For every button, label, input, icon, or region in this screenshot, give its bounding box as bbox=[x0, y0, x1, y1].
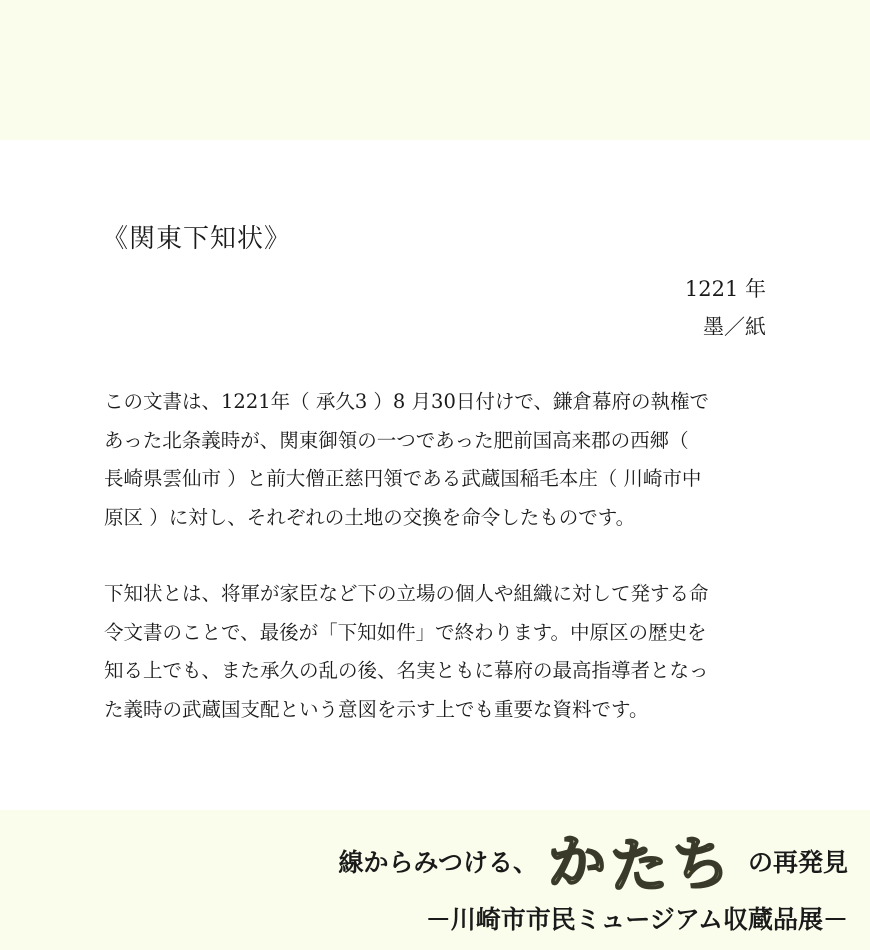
artwork-medium: 墨／紙 bbox=[703, 315, 766, 339]
description-paragraph-2 bbox=[104, 575, 768, 729]
exhibition-title bbox=[338, 826, 848, 896]
paragraph-line: 知る上でも、また承久の乱の後、名実ともに幕府の最高指導者となっ bbox=[104, 659, 709, 682]
document-title: 《関東下知状》 bbox=[102, 224, 292, 254]
paragraph-line: あった北条義時が、関東御領の一つであった肥前国高来郡の西郷（ bbox=[104, 428, 689, 452]
katachi-char-chi: ち bbox=[671, 830, 730, 894]
exhibition-title-lead: 線からみつける、 bbox=[338, 848, 538, 877]
paragraph-line: た義時の武蔵国支配という意図を示す上でも重要な資料です。 bbox=[104, 697, 649, 721]
paragraph-line: 長崎県雲仙市 ）と前大僧正慈円領である武蔵国稲毛本庄（ 川崎市中 bbox=[104, 467, 702, 490]
exhibition-subtitle: －川崎市市民ミュージアム収蔵品展－ bbox=[425, 905, 848, 934]
description-paragraph-1 bbox=[104, 383, 768, 537]
paragraph-line: 原区 ）に対し、それぞれの土地の交換を命令したものです。 bbox=[104, 505, 636, 529]
katachi-logo-graphic bbox=[548, 828, 736, 894]
paragraph-line: 下知状とは、将軍が家臣など下の立場の個人や組織に対して発する命 bbox=[104, 582, 709, 605]
exhibition-title-tail: の再発見 bbox=[747, 848, 848, 877]
artwork-meta bbox=[685, 270, 766, 346]
exhibition-logo-katachi bbox=[548, 828, 736, 894]
artwork-year: 1221 年 bbox=[684, 277, 766, 301]
katachi-char-ta: た bbox=[609, 832, 668, 894]
katachi-char-ka: か bbox=[547, 828, 606, 894]
paragraph-line: この文書は、1221年（ 承久3 ）8 月30日付けで、鎌倉幕府の執権で bbox=[104, 390, 709, 413]
paragraph-line: 令文書のことで、最後が「下知如件」で終わります。中原区の歴史を bbox=[104, 620, 707, 644]
top-band bbox=[0, 0, 870, 140]
